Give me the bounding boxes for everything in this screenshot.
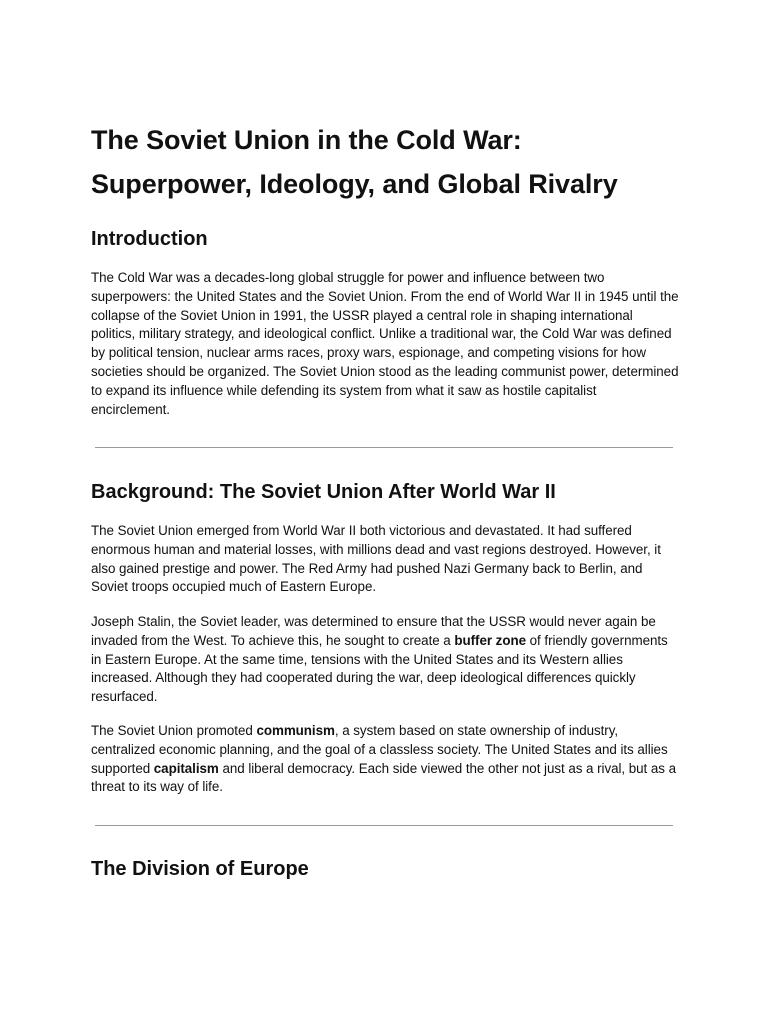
paragraph-text: of friendly governments in Eastern Europe. At the same time, tensions with the United States and its Western allies increased. Although they had cooperated during the war, deep ideological differences quickly resurfaced. bbox=[91, 632, 668, 705]
document-title-line-1: The Soviet Union in the Cold War: bbox=[91, 125, 522, 155]
document-title-line-2: Superpower, Ideology, and Global Rivalry bbox=[91, 169, 618, 199]
section-heading-background: Background: The Soviet Union After World War II bbox=[91, 481, 556, 503]
background-paragraph-3 bbox=[91, 722, 679, 797]
bold-term-communism: communism bbox=[256, 723, 335, 738]
paragraph-text: Joseph Stalin, the Soviet leader, was determined to ensure that the USSR would never again be invaded from the West. To achieve this, he sought to create a bbox=[91, 614, 656, 648]
document-title bbox=[91, 118, 681, 206]
paragraph-text: and liberal democracy. Each side viewed the other not just as a rival, but as a threat to its way of life. bbox=[91, 760, 677, 795]
bold-term-buffer-zone: buffer zone bbox=[454, 632, 526, 648]
paragraph-text: , a system based on state ownership of industry, centralized economic planning, and the goal of a classless society. The United States and its allies supported bbox=[91, 723, 668, 776]
section-divider bbox=[95, 825, 673, 826]
introduction-paragraph: The Cold War was a decades-long global struggle for power and influence between two superpowers: the United States and the Soviet Union. From the end of World War II in 1945 until the collapse of the Soviet Union in 1991, the USSR played a central role in shaping international politics, military strategy, and ideological conflict. Unlike a traditional war, the Cold War was defined by political tension, nuclear arms races, proxy wars, espionage, and competing visions for how societies should be organized. The Soviet Union stood as the leading communist power, determined to expand its influence while defending its system from what it saw as hostile capitalist encirclement. bbox=[91, 270, 679, 417]
section-divider bbox=[95, 447, 673, 448]
bold-term-capitalism: capitalism bbox=[153, 760, 219, 776]
paragraph-text: The Soviet Union promoted bbox=[91, 723, 257, 738]
background-paragraph-1: The Soviet Union emerged from World War II both victorious and devastated. It had suffered enormous human and material losses, with millions dead and vast regions destroyed. However, it also gained prestige and power. The Red Army had pushed Nazi Germany back to Berlin, and Soviet troops occupied much of Eastern Europe. bbox=[91, 523, 661, 595]
section-heading-division-of-europe: The Division of Europe bbox=[91, 858, 309, 880]
background-paragraph-2 bbox=[91, 613, 679, 707]
section-heading-introduction: Introduction bbox=[91, 228, 208, 250]
